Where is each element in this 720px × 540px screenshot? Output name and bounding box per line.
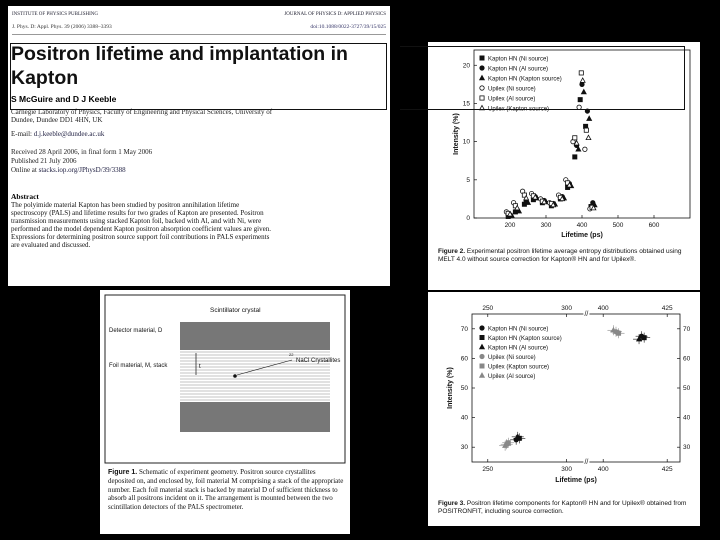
nacl-superscript: 22 xyxy=(289,352,294,357)
legend-marker xyxy=(480,344,485,348)
top-x-tick-label: 300 xyxy=(561,305,573,312)
figure-2-caption xyxy=(438,248,696,264)
data-point xyxy=(573,155,577,159)
data-point xyxy=(616,331,620,335)
legend-label: Upilex (Al source) xyxy=(488,374,536,380)
figure-3-chart xyxy=(428,292,700,490)
data-point xyxy=(586,135,591,139)
overlay-frame xyxy=(10,43,387,110)
axis-break-mark: // xyxy=(584,459,589,466)
legend-label: Kapton HN (Ni source) xyxy=(488,326,549,333)
online-label: Online at xyxy=(11,166,37,174)
title-line-1: Positron lifetime and implantation in xyxy=(11,43,348,65)
y-tick-label: 30 xyxy=(460,444,468,452)
x-tick-label: 400 xyxy=(597,466,609,473)
legend-label: Upilex (Kapton source) xyxy=(488,364,550,371)
legend-label: Kapton HN (Kapton source) xyxy=(488,76,562,83)
legend-label: Upilex (Ni source) xyxy=(488,355,536,361)
received-date: Received 28 April 2006, in final form 1 May 2006 xyxy=(11,148,153,156)
y-tick-label: 0 xyxy=(466,215,470,222)
top-x-tick-label: 425 xyxy=(661,305,673,312)
x-axis-label: Lifetime (ps) xyxy=(561,232,603,239)
abstract-heading: Abstract xyxy=(11,192,39,201)
y-tick-label-right: 60 xyxy=(683,355,691,363)
x-tick-label: 300 xyxy=(540,222,552,229)
legend-label: Kapton HN (Ni source) xyxy=(488,56,549,63)
published-date: Published 21 July 2006 xyxy=(11,157,77,165)
legend-label: Kapton HN (Al source) xyxy=(488,345,549,352)
figure-2-caption-text: Experimental positron lifetime average entropy distributions obtained using MELT 4.0 without source correction for Kapton® HN and for Upilex®. xyxy=(438,248,682,263)
y-axis-label: Intensity (%) xyxy=(447,367,454,409)
data-point xyxy=(587,116,592,120)
email-label: E-mail: xyxy=(11,130,32,138)
thickness-label: t xyxy=(199,364,201,370)
legend-label: Kapton HN (Kapton source) xyxy=(488,336,562,342)
legend-label: Kapton HN (Al source) xyxy=(488,66,549,73)
x-tick-label: 500 xyxy=(612,222,624,229)
figure-1-panel xyxy=(100,290,350,534)
figure-1-label: Figure 1. xyxy=(108,469,138,476)
x-tick-label: 300 xyxy=(561,466,573,473)
figure-3-panel xyxy=(428,292,700,526)
email-line xyxy=(11,130,104,138)
legend-marker xyxy=(480,373,485,377)
authors: S McGuire and D J Keeble xyxy=(11,94,117,104)
top-x-tick-label: 250 xyxy=(482,305,494,312)
y-tick-label: 60 xyxy=(460,355,468,363)
citation: J. Phys. D: Appl. Phys. 39 (2006) 3388–3393 xyxy=(12,24,112,30)
figure-3-caption xyxy=(438,500,696,516)
y-tick-label-right: 70 xyxy=(683,325,691,333)
top-x-tick-label: 400 xyxy=(597,305,609,312)
x-tick-label: 600 xyxy=(648,222,660,229)
email-link[interactable]: d.j.keeble@dundee.ac.uk xyxy=(33,130,105,138)
figure-1-caption xyxy=(108,468,344,511)
figure-1-schematic xyxy=(100,290,350,468)
figure-3-caption-text: Positron lifetime components for Kapton® HN and for Upilex® obtained from POSITRONFIT, including source correction. xyxy=(438,500,687,515)
y-tick-label: 50 xyxy=(460,385,468,392)
title-line-2: Kapton xyxy=(11,67,79,89)
online-line xyxy=(11,166,126,174)
source-crystallite xyxy=(233,374,237,378)
x-tick-label: 250 xyxy=(482,466,494,473)
nacl-label: NaCl Crystallites xyxy=(296,358,341,364)
figure-3-label: Figure 3. xyxy=(438,500,466,507)
legend-marker xyxy=(480,354,484,358)
y-tick-label: 70 xyxy=(460,325,468,333)
y-tick-label: 10 xyxy=(462,138,470,146)
foil-label: Foil material, M, stack xyxy=(109,363,168,369)
doi-link[interactable]: doi:10.1088/0022-3727/39/15/025 xyxy=(310,24,386,30)
y-axis-label: Intensity (%) xyxy=(453,113,460,155)
x-tick-label: 200 xyxy=(504,222,516,229)
data-point xyxy=(506,441,510,445)
affiliation-line-1: Carnegie Laboratory of Physics, Faculty of Engineering and Physical Sciences, University of xyxy=(11,108,273,116)
x-axis-label: Lifetime (ps) xyxy=(555,477,597,484)
upper-detector-block xyxy=(180,322,330,350)
publisher-name: INSTITUTE OF PHYSICS PUBLISHING xyxy=(12,12,98,17)
y-tick-label-right: 30 xyxy=(683,444,691,452)
scintillator-label: Scintillator crystal xyxy=(210,307,261,314)
figure-2-label: Figure 2. xyxy=(438,248,466,255)
legend-marker xyxy=(480,326,484,330)
online-url[interactable]: stacks.iop.org/JPhysD/39/3388 xyxy=(38,166,126,174)
y-tick-label: 5 xyxy=(466,176,470,184)
detector-label: Detector material, D xyxy=(109,328,163,334)
legend-marker xyxy=(480,335,484,339)
y-tick-label: 40 xyxy=(460,414,468,422)
figure-1-caption-text: Schematic of experiment geometry. Positron source crystallites deposited on, and enclosed by, foil material M comprising a stack of the appropriate number. Each foil material stack is backed by material D of sufficient thickness to absorb all positrons incident on it. The arrangement is mounted between the two scintillation detectors of the PALS spectrometer. xyxy=(108,468,344,511)
legend-label: Upilex (Kapton source) xyxy=(488,106,550,113)
y-tick-label-right: 40 xyxy=(683,414,691,422)
y-tick-label-right: 50 xyxy=(683,385,691,392)
legend-label: Upilex (Al source) xyxy=(488,96,536,103)
journal-name: JOURNAL OF PHYSICS D: APPLIED PHYSICS xyxy=(284,12,386,17)
data-point xyxy=(573,136,577,140)
y-tick-label: 20 xyxy=(462,62,470,70)
header-rule xyxy=(12,34,386,35)
overlay-frame-right xyxy=(400,46,685,110)
lower-detector-block xyxy=(180,402,330,432)
data-point xyxy=(584,128,588,132)
legend-label: Upilex (Ni source) xyxy=(488,86,536,93)
x-tick-label: 400 xyxy=(576,222,588,229)
y-tick-label: 15 xyxy=(462,100,470,108)
axis-break-mark: // xyxy=(584,311,589,318)
x-tick-label: 425 xyxy=(661,466,673,473)
abstract-text: The polyimide material Kapton has been studied by positron annihilation lifetime spectroscopy (PALS) and lifetime results for two grades of Kapton are presented. Positron transmission measurements using stacked Kapton foil, backed with Al, and with Ni, were performed and the model dependent Kapton positron absorption coefficient values are given. Expressions for determining positron source support foil contributions in PALS experiments are evaluated and discussed. xyxy=(11,201,271,249)
affiliation-line-2: Dundee, Dundee DD1 4HN, UK xyxy=(11,116,103,124)
data-point xyxy=(583,147,587,151)
legend-marker xyxy=(480,364,484,368)
